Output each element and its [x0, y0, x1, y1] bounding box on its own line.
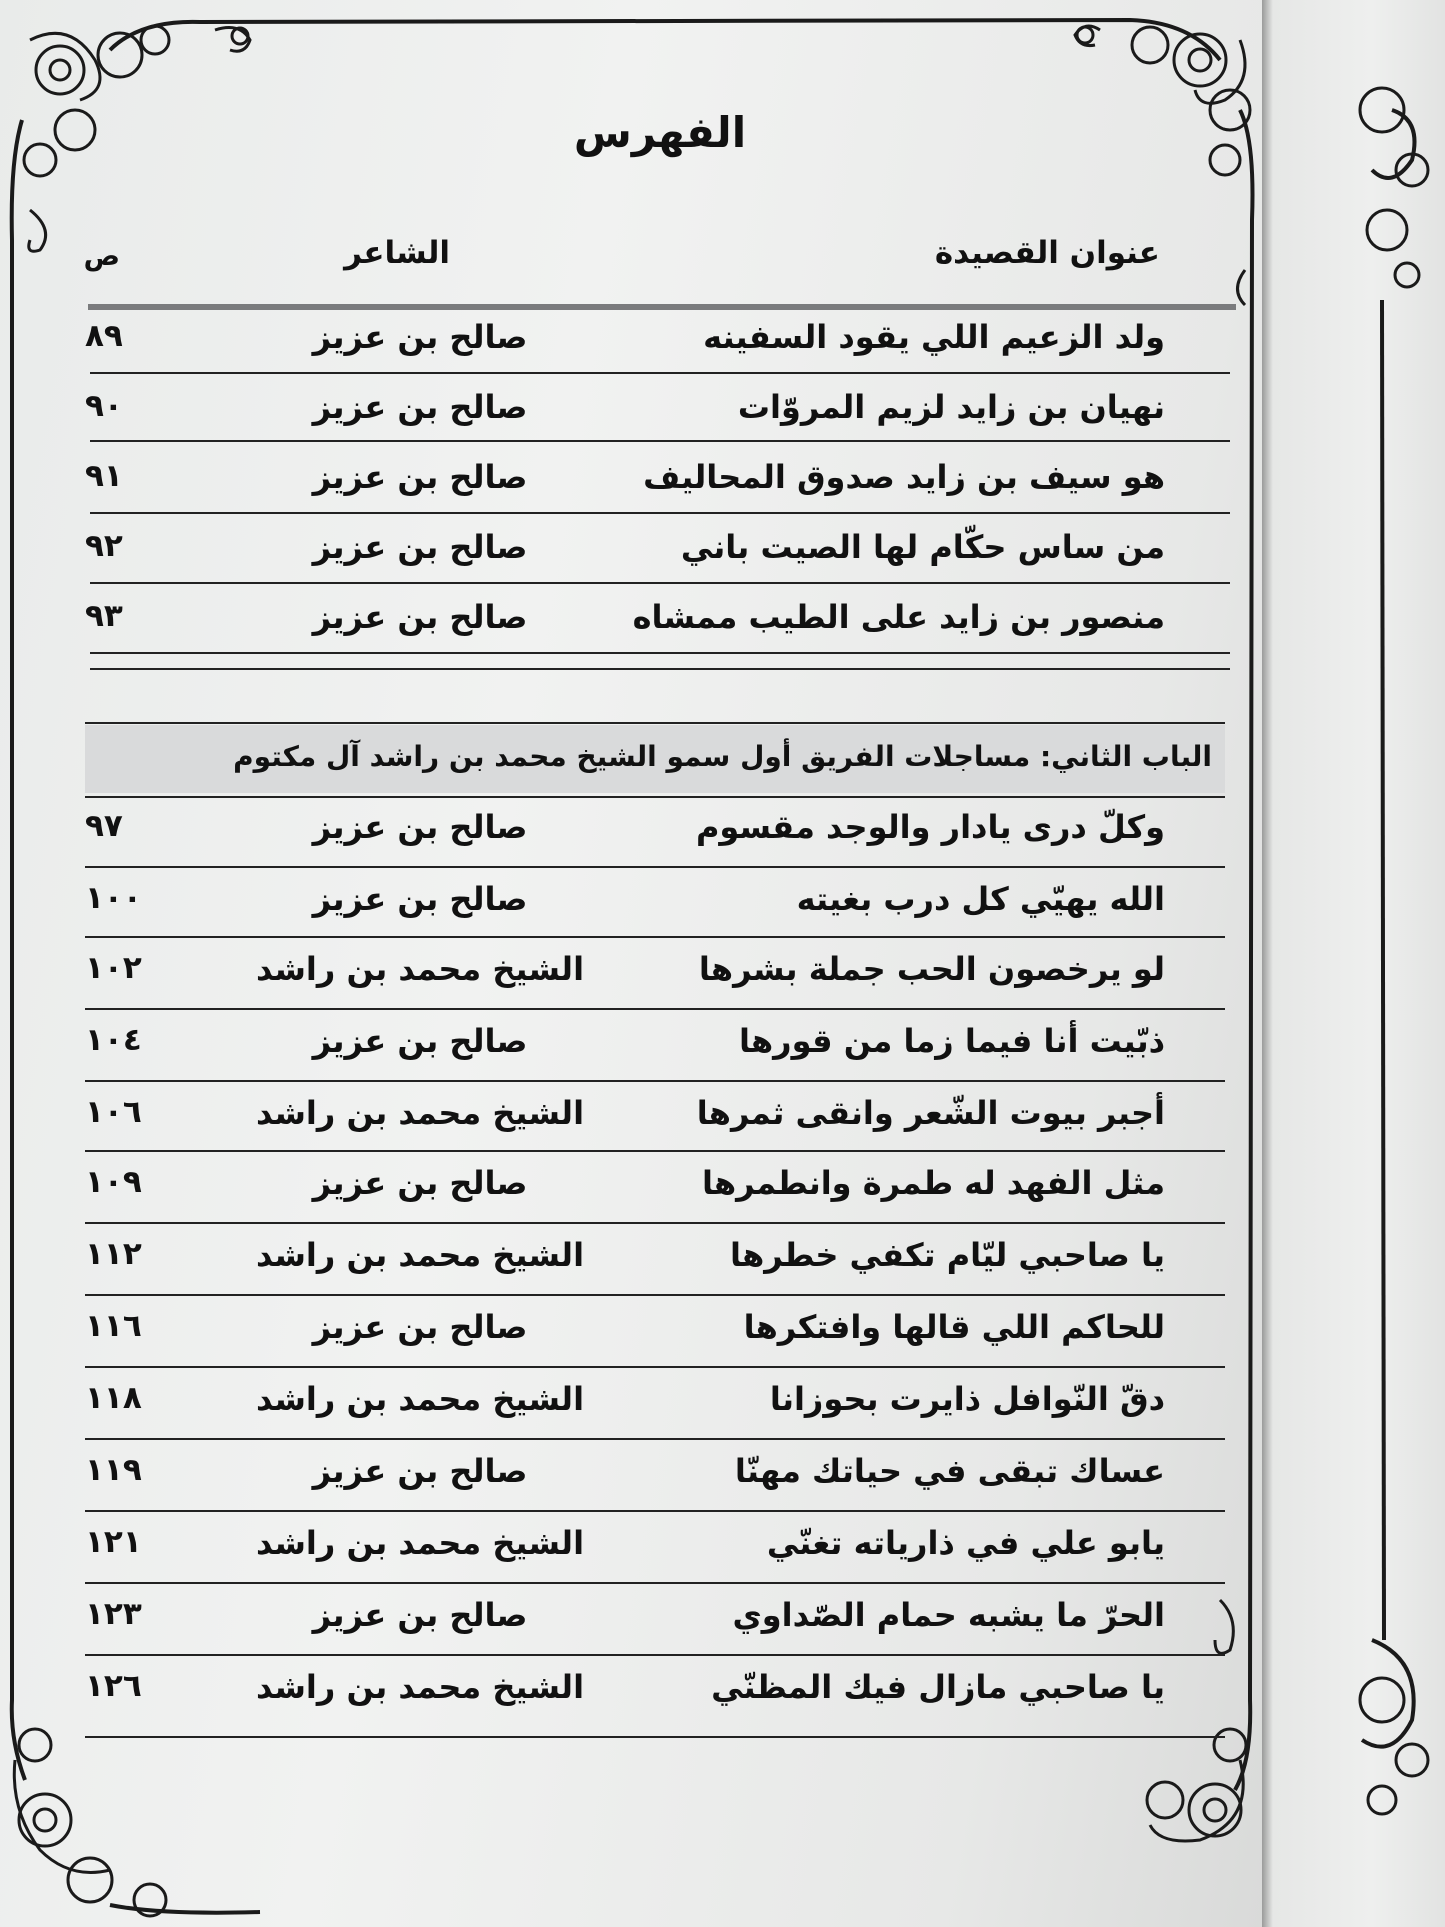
page-column-header: ص	[83, 241, 120, 272]
poem-title: هو سيف بن زايد صدوق المحاليف	[643, 458, 1165, 496]
toc-row	[80, 1156, 1165, 1214]
poem-title: مثل الفهد له طمرة وانطمرها	[701, 1164, 1165, 1202]
poet-name: صالح بن عزيز	[312, 1596, 528, 1634]
toc-row	[80, 520, 1165, 578]
row-divider	[85, 1736, 1225, 1738]
toc-row	[80, 1660, 1165, 1718]
page-number: ١٠٢	[85, 950, 142, 986]
row-divider	[90, 440, 1230, 442]
poet-name: الشيخ محمد بن راشد	[255, 1380, 585, 1418]
row-divider	[85, 1654, 1225, 1656]
toc-row	[80, 1014, 1165, 1072]
page-number: ١١٨	[85, 1380, 142, 1416]
poem-title: أجبر بيوت الشّعر وانقى ثمرها	[696, 1094, 1165, 1132]
page-title: الفهرس	[573, 108, 747, 157]
poet-name: الشيخ محمد بن راشد	[255, 950, 585, 988]
page-number: ٩٠	[85, 388, 123, 424]
page-number: ١٠٤	[85, 1022, 142, 1058]
toc-row	[80, 942, 1165, 1000]
poem-title: الحرّ ما يشبه حمام الصّداوي	[732, 1596, 1165, 1634]
toc-row	[80, 1372, 1165, 1430]
page-number: ١١٦	[85, 1308, 142, 1344]
poet-column-header: الشاعر	[344, 235, 450, 271]
poet-name: صالح بن عزيز	[312, 528, 528, 566]
page-number: ٩٧	[85, 808, 123, 844]
poem-title: نهيان بن زايد لزيم المروّات	[737, 388, 1165, 426]
row-divider	[85, 1150, 1225, 1152]
page-number: ٨٩	[85, 318, 123, 354]
poem-title: للحاكم اللي قالها وافتكرها	[743, 1308, 1165, 1346]
poet-name: صالح بن عزيز	[312, 318, 528, 356]
row-divider	[85, 1008, 1225, 1010]
poem-title: يابو علي في ذارياته تغنّي	[766, 1524, 1165, 1562]
poem-title: وكلّ درى يادار والوجد مقسوم	[695, 808, 1165, 846]
row-divider	[85, 1080, 1225, 1082]
page-number: ٩٢	[85, 528, 123, 564]
poet-name: صالح بن عزيز	[312, 1452, 528, 1490]
page-number: ١٠٩	[85, 1164, 142, 1200]
poet-name: الشيخ محمد بن راشد	[255, 1236, 585, 1274]
column-headers	[83, 235, 1160, 295]
title-column-header: عنوان القصيدة	[934, 235, 1160, 271]
toc-row	[80, 872, 1165, 930]
page-number: ٩٣	[85, 598, 123, 634]
page-number: ١٢١	[85, 1524, 142, 1560]
section-heading: الباب الثاني: مساجلات الفريق أول سمو الشيخ محمد بن راشد آل مكتوم	[233, 740, 1212, 773]
toc-row	[80, 1228, 1165, 1286]
poem-title: الله يهيّي كل درب بغيته	[796, 880, 1165, 918]
row-divider	[85, 1294, 1225, 1296]
poet-name: صالح بن عزيز	[312, 1308, 528, 1346]
adjacent-page-ornament	[1262, 0, 1445, 1927]
poet-name: صالح بن عزيز	[312, 1022, 528, 1060]
poem-title: ولد الزعيم اللي يقود السفينه	[703, 318, 1165, 356]
row-divider	[90, 372, 1230, 374]
row-divider	[85, 936, 1225, 938]
toc-row	[80, 1588, 1165, 1646]
row-divider	[85, 1510, 1225, 1512]
poem-title: من ساس حكّام لها الصيت باني	[680, 528, 1165, 566]
row-divider	[90, 668, 1230, 670]
poem-title: يا صاحبي ليّام تكفي خطرها	[730, 1236, 1165, 1274]
page-number: ١٢٣	[85, 1596, 142, 1632]
page-number: ١١٩	[85, 1452, 142, 1488]
toc-row	[80, 1086, 1165, 1144]
toc-row	[80, 1300, 1165, 1358]
row-divider	[85, 866, 1225, 868]
page-number: ١٠٦	[85, 1094, 142, 1130]
section-divider	[85, 722, 1225, 724]
toc-row	[80, 1444, 1165, 1502]
poem-title: يا صاحبي مازال فيك المظنّي	[711, 1668, 1165, 1706]
poet-name: صالح بن عزيز	[312, 388, 528, 426]
row-divider	[90, 582, 1230, 584]
page-number: ١١٢	[85, 1236, 142, 1272]
poem-title: دقّ النّوافل ذايرت بحوزانا	[769, 1380, 1165, 1418]
row-divider	[85, 1582, 1225, 1584]
toc-row	[80, 590, 1165, 648]
row-divider	[90, 652, 1230, 654]
toc-row	[80, 1516, 1165, 1574]
poet-name: صالح بن عزيز	[312, 458, 528, 496]
toc-row	[80, 450, 1165, 508]
poem-title: لو يرخصون الحب جملة بشرها	[698, 950, 1165, 988]
poem-title: منصور بن زايد على الطيب ممشاه	[632, 598, 1165, 636]
poet-name: صالح بن عزيز	[312, 1164, 528, 1202]
row-divider	[85, 1366, 1225, 1368]
poet-name: الشيخ محمد بن راشد	[255, 1094, 585, 1132]
row-divider	[85, 1438, 1225, 1440]
toc-row	[80, 380, 1165, 438]
poem-title: عساك تبقى في حياتك مهنّا	[734, 1452, 1165, 1490]
page-number: ٩١	[85, 458, 123, 494]
poet-name: الشيخ محمد بن راشد	[255, 1524, 585, 1562]
row-divider	[90, 512, 1230, 514]
toc-row	[80, 310, 1165, 368]
adjacent-page	[1262, 0, 1445, 1927]
poem-title: ذبّيت أنا فيما زما من قورها	[738, 1022, 1165, 1060]
section-divider	[85, 796, 1225, 798]
poet-name: صالح بن عزيز	[312, 808, 528, 846]
poet-name: الشيخ محمد بن راشد	[255, 1668, 585, 1706]
page-number: ١٠٠	[85, 880, 142, 916]
toc-row	[80, 800, 1165, 858]
poet-name: صالح بن عزيز	[312, 880, 528, 918]
row-divider	[85, 1222, 1225, 1224]
poet-name: صالح بن عزيز	[312, 598, 528, 636]
page-number: ١٢٦	[85, 1668, 142, 1704]
